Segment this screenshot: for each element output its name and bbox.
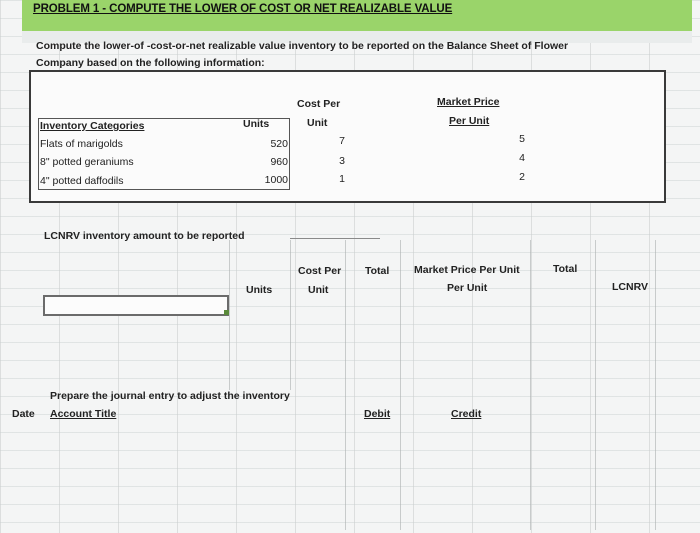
- row-market: 5: [519, 133, 525, 145]
- lcnrv-amount-answer-line[interactable]: [290, 238, 380, 239]
- row-category: 4" potted daffodils: [40, 175, 124, 187]
- row-market: 2: [519, 171, 525, 183]
- row-cost: 7: [339, 135, 345, 147]
- cost-unit-header: Unit: [307, 117, 328, 129]
- grid-line: [345, 240, 346, 530]
- work-units-header: Units: [246, 284, 273, 296]
- grid-line: [290, 240, 291, 390]
- cost-per-header: Cost Per: [297, 98, 341, 110]
- row-cost: 3: [339, 155, 345, 167]
- work-total2-header: Total: [553, 263, 578, 275]
- journal-account-title-header: Account Title: [50, 408, 117, 420]
- selected-cell-input[interactable]: [43, 295, 229, 316]
- instructions-line-1: Compute the lower-of -cost-or-net realizable value inventory to be reported on the Balance Sheet of Flower: [36, 40, 569, 52]
- work-market-per-unit-header: Per Unit: [447, 282, 488, 294]
- row-units: 1000: [264, 174, 288, 186]
- work-cost-unit-header: Unit: [308, 284, 329, 296]
- work-total-header: Total: [365, 265, 390, 277]
- journal-credit-header: Credit: [451, 408, 482, 420]
- grid-line: [595, 240, 596, 530]
- grid-line: [229, 240, 230, 390]
- row-category: Flats of marigolds: [40, 138, 123, 150]
- problem-title: PROBLEM 1 - COMPUTE THE LOWER OF COST OR NET REALIZABLE VALUE: [33, 3, 453, 15]
- row-market: 4: [519, 152, 525, 164]
- row-category: 8" potted geraniums: [40, 156, 134, 168]
- grid-line: [655, 240, 656, 530]
- grid-line: [530, 240, 531, 530]
- grid-line: [400, 240, 401, 530]
- inventory-categories-header: Inventory Categories: [40, 120, 145, 132]
- instructions: [36, 38, 596, 72]
- work-lcnrv-header: LCNRV: [612, 281, 648, 293]
- row-units: 520: [270, 138, 288, 150]
- work-market-header: Market Price Per Unit: [414, 264, 520, 276]
- journal-date-header: Date: [12, 408, 35, 420]
- row-cost: 1: [339, 173, 345, 185]
- market-per-unit-header: Per Unit: [449, 115, 490, 127]
- units-header: Units: [243, 118, 270, 130]
- journal-prompt: Prepare the journal entry to adjust the inventory: [50, 390, 290, 402]
- row-units: 960: [270, 156, 288, 168]
- lcnrv-amount-label: LCNRV inventory amount to be reported: [44, 230, 245, 242]
- fill-handle[interactable]: [224, 310, 229, 315]
- work-cost-per-header: Cost Per: [298, 265, 342, 277]
- journal-debit-header: Debit: [364, 408, 391, 420]
- market-price-header: Market Price: [437, 96, 500, 108]
- instructions-line-2: Company based on the following information:: [36, 57, 265, 69]
